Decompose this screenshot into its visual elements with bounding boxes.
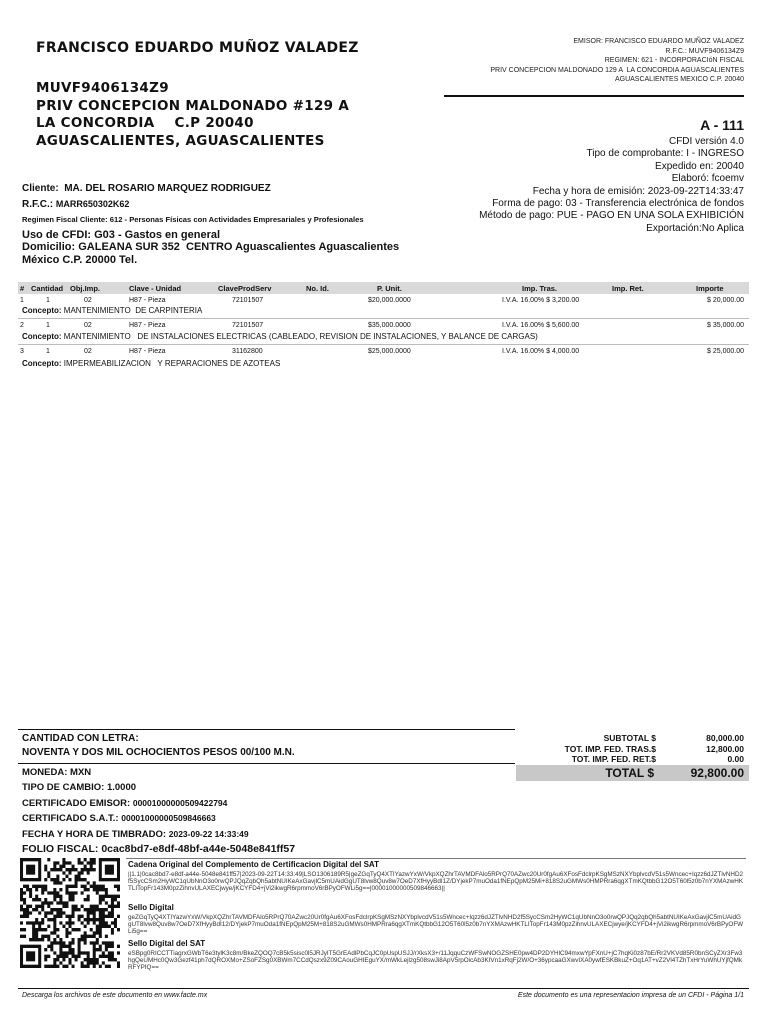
row-2-cantidad: 1 [46, 322, 50, 329]
cadena-text: ||1.1|0cac8bd7-e8df-a44e-5048e841ff57|2023-09-22T14:33:49|LSO1306189R5|geZGqTyQ4XTIYazwYxW/VkpXQZhrTAVMDFAlo5RPrQ70AZwc20Ur0fgAu6XFosFdclrpKSgMSzNXYbplvcdV51s5Wncec+Iqzz6dJZTlvNHD2f5SycCSm2HyWC1qUbNnO3o0rwQPJQqZqbQh5abtNUIKeAxGavjlC5mUAidGgUT8lvw8Quv8w7OeD7XfHyyBdI1Z/DYjekP7muOda1fNEpQpM25Mi+818S2uGMWs0HMPRra6qgXTmKQtbbG12O5T60l5z0b7nYXMAzwHKTLITopFr143M0pzZihnvULAXECjwye/jKCYFD4+jVi2ikwgR6rpmmoV6rBPyOFWLi5g==|00001000000509846663|| [128, 871, 744, 893]
issuer-info-line-3: REGIMEN: 621 - INCORPORACIóN FISCAL [604, 57, 744, 65]
row-3-concept-text: IMPERMEABILIZACION Y REPARACIONES DE AZOTEAS [63, 359, 281, 368]
cert-sat: 00001000000509846663 [121, 813, 216, 824]
th-importe: Importe [696, 284, 724, 293]
ret-label: TOT. IMP. FED. RET.$ [571, 754, 656, 764]
row-3-cantidad: 1 [46, 348, 50, 355]
sello-digital-title: Sello Digital [128, 903, 174, 912]
fecha-emision: Fecha y hora de emisión: 2023-09-22T14:33:47 [532, 185, 744, 197]
issuer-info-line-5: AGUASCALIENTES MEXICO C.P. 20040 [614, 76, 744, 84]
th-cantidad: Cantidad [31, 284, 64, 293]
row-1-concepto [22, 306, 202, 315]
row-divider [18, 344, 749, 345]
row-3-concepto [22, 359, 280, 368]
cert-emisor-label: CERTIFICADO EMISOR: [22, 797, 133, 809]
words-bottom-rule [18, 763, 515, 764]
issuer-address-block [36, 80, 349, 150]
footer-rule [18, 988, 749, 989]
row-2-concept-label: Concepto: [22, 332, 64, 341]
row-3-p-unit: $25,000.0000 [368, 348, 411, 355]
invoice-meta [479, 136, 744, 235]
cert-emisor: 00001000000509422794 [132, 797, 228, 808]
row-1-clave-prod-serv: 72101507 [232, 297, 264, 304]
invoice-folio: A - 111 [700, 117, 744, 133]
total-value: 92,800.00 [690, 766, 744, 780]
row-3-concept-label: Concepto: [22, 359, 64, 368]
row-2-p-unit: $35,000.0000 [368, 322, 411, 329]
subtotal-label: SUBTOTAL $ [603, 733, 656, 743]
fecha-timbrado-line [22, 827, 295, 842]
row-2-obj-imp: 02 [84, 322, 92, 329]
th-number: # [20, 284, 25, 293]
forma-pago: Forma de pago: 03 - Transferencia electrónica de fondos [492, 198, 744, 210]
row-3-imp-tras: I.V.A. 16.00% $ 4,000.00 [502, 348, 580, 355]
fecha-timbrado: 2023-09-22 14:33:49 [168, 828, 249, 839]
th-clave-unidad: Clave - Unidad [129, 284, 182, 293]
client-rfc-label: R.F.C.: [22, 198, 56, 210]
amount-words-label: CANTIDAD CON LETRA: [22, 733, 139, 744]
issuer-address-line-1: PRIV CONCEPCION MALDONADO #129 A [36, 97, 350, 114]
qr-code [20, 858, 120, 968]
row-1-clave-unidad: H87 - Pieza [129, 297, 166, 304]
th-clave-prod-serv: ClaveProdServ [218, 284, 272, 293]
client-uso-cfdi: Uso de CFDI: G03 - Gastos en general [22, 228, 221, 241]
client-domicilio-2: México C.P. 20000 Tel. [22, 253, 138, 266]
issuer-address-line-3: AGUASCALIENTES, AGUASCALIENTES [36, 132, 325, 149]
row-3-importe: $ 25,000.00 [707, 348, 744, 355]
row-divider [18, 318, 749, 319]
client-name: Cliente: MA. DEL ROSARIO MARQUEZ RODRIGUEZ [22, 183, 271, 194]
cfdi-version: CFDI versión 4.0 [668, 136, 744, 147]
tipo-comprobante: Tipo de comprobante: I - INGRESO [586, 148, 744, 160]
row-3-number: 3 [20, 348, 24, 355]
row-2-concepto [22, 332, 538, 341]
th-obj-imp: Obj.Imp. [70, 284, 100, 293]
tras-label: TOT. IMP. FED. TRAS.$ [564, 744, 656, 754]
th-no-id: No. Id. [306, 284, 329, 293]
header-divider [444, 95, 744, 97]
th-imp-tras: Imp. Tras. [522, 284, 558, 293]
issuer-rfc: MUVF9406134Z9 [36, 80, 169, 96]
exportacion: Exportación:No Aplica [646, 222, 744, 234]
row-2-clave-unidad: H87 - Pieza [129, 322, 166, 329]
metodo-pago: Método de pago: PUE - PAGO EN UNA SOLA EXHIBICIÓN [479, 210, 744, 222]
subtotal-value: 80,000.00 [706, 733, 744, 743]
cert-sat-line [22, 811, 295, 826]
row-1-number: 1 [20, 297, 24, 304]
row-1-concept-label: Concepto: [22, 306, 64, 315]
cert-emisor-line [22, 796, 295, 811]
fiscal-block [22, 765, 295, 857]
row-1-concept-text: MANTENIMIENTO DE CARPINTERIA [63, 306, 203, 315]
row-1-cantidad: 1 [46, 297, 50, 304]
total-label: TOTAL $ [605, 766, 654, 780]
sello-digital-text: geZGqTyQ4XTIYazwYxW/VkpXQZhrTAVMDFAlo5RPrQ70AZwc20Ur0fgAu6XFosFdclrpKSgMSzNXYbplvcdV51s5Wncec+Iqzz6dJZTlvNHD2f5SycCSm2HyWC1qUbNnO3o0rwQPJQq2qbQh5abtNUIKeAxGavjlC5mUAidGgUT8lvw8Quv8w7OeD7XfHyyBdI12/DYjekP7muOda1fNEpQpM25M+818S2uGMWs0HMPRra6qgXTmKQtbbG12O5T60l5z0b7nYXMAzwHKTLITopFr143M0pzZihnvULAXECjwye/jKCYFD4+jVi2ikwgR6rpmmoV6rBPyOFWLi5g== [128, 914, 744, 936]
cert-sat-label: CERTIFICADO S.A.T.: [22, 813, 122, 825]
th-imp-ret: Imp. Ret. [612, 284, 644, 293]
fecha-timbrado-label: FECHA Y HORA DE TIMBRADO: [22, 828, 169, 840]
row-1-obj-imp: 02 [84, 297, 92, 304]
issuer-name: FRANCISCO EDUARDO MUÑOZ VALADEZ [36, 40, 359, 56]
issuer-info-line-2: R.F.C.: MUVF9406134Z9 [665, 47, 744, 55]
row-2-number: 2 [20, 322, 24, 329]
row-2-clave-prod-serv: 72101507 [232, 322, 264, 329]
row-1-p-unit: $20,000.0000 [368, 297, 411, 304]
row-1-importe: $ 20,000.00 [707, 297, 744, 304]
issuer-address-line-2: LA CONCORDIA C.P 20040 [36, 115, 254, 131]
folio-fiscal: FOLIO FISCAL: 0cac8bd7-e8df-48bf-a44e-5048e841ff57 [22, 843, 296, 856]
row-3-clave-prod-serv: 31162800 [232, 348, 263, 355]
row-1-imp-tras: I.V.A. 16.00% $ 3,200.00 [502, 297, 580, 304]
sello-sat-text: eSBpg0RICCTTiagrxGWbT6e3tylK3c8m/BkeZQOQ7cB5k5sisc0l5JRJyIT5GrEAdlPbCqJC0pUspUSJJ/rXksX3+/11JqquCzWFSwNOGZSHE0pw4DP2DYHlC94mxwYpFXnU+jC7hqKi0z87bE/Rr2VKVd85R0bnSCyZXr3Fw3hgQeUMHc0Qw3Gezf41ph7dQROXMo+ZSoFZSg0XBWm7CCdQszx9Z09CAouGHIEguYX/mWkLejlzg508swJi8ApV5rpOicAb3KIVn1xRqFj2W/O+36ypcaaGXwvIXA0ywfESKBkuZ+Oq1AT+vZ2Vl4TZhTxHrYuWhUYjfQMkRFYPIQ== [128, 950, 743, 972]
issuer-info-line-4: PRIV CONCEPCION MALDONADO 129 A LA CONCORDIA AGUASCALIENTES [490, 66, 744, 74]
tras-value: 12,800.00 [706, 744, 744, 754]
row-3-clave-unidad: H87 - Pieza [129, 348, 166, 355]
words-top-rule [18, 729, 515, 730]
cadena-title: Cadena Original del Complemento de Certificacion Digital del SAT [128, 860, 380, 869]
seal-rule [126, 858, 746, 859]
row-2-concept-text: MANTENIMIENTO DE INSTALACIONES ELECTRICAS (CABLEADO, REVISION DE INSTALACIONES, Y BALANCE DE CARGAS) [63, 332, 538, 341]
issuer-info-block [490, 37, 744, 85]
client-block [22, 183, 399, 266]
row-2-importe: $ 35,000.00 [707, 322, 744, 329]
row-3-obj-imp: 02 [84, 348, 92, 355]
row-2-imp-tras: I.V.A. 16.00% $ 5,600.00 [502, 322, 580, 329]
elaboro: Elaboró: fcoemv [671, 173, 744, 185]
tipo-cambio: TIPO DE CAMBIO: 1.0000 [22, 782, 137, 794]
expedido-en: Expedido en: 20040 [655, 160, 744, 172]
footer-left: Descarga los archivos de este documento en www.facte.mx [22, 992, 208, 999]
footer-right: Este documento es una representacion impresa de un CFDI - Página 1/1 [517, 992, 744, 999]
client-regimen: Regimen Fiscal Cliente: 612 - Personas Físicas con Actividades Empresariales y Profesionales [22, 215, 364, 224]
client-domicilio: Domicilio: GALEANA SUR 352 CENTRO Aguascalientes Aguascalientes [22, 241, 400, 253]
sello-sat-title: Sello Digital del SAT [128, 939, 206, 948]
amount-words-value: NOVENTA Y DOS MIL OCHOCIENTOS PESOS 00/100 M.N. [22, 747, 295, 758]
issuer-info-line-1: EMISOR: FRANCISCO EDUARDO MUÑOZ VALADEZ [573, 38, 744, 45]
client-rfc: MARR650302K62 [55, 198, 130, 209]
th-p-unit: P. Unit. [377, 284, 402, 293]
moneda: MONEDA: MXN [22, 767, 92, 778]
client-rfc-line [22, 198, 399, 212]
ret-value: 0.00 [727, 754, 744, 764]
qr-code-icon [20, 858, 120, 968]
